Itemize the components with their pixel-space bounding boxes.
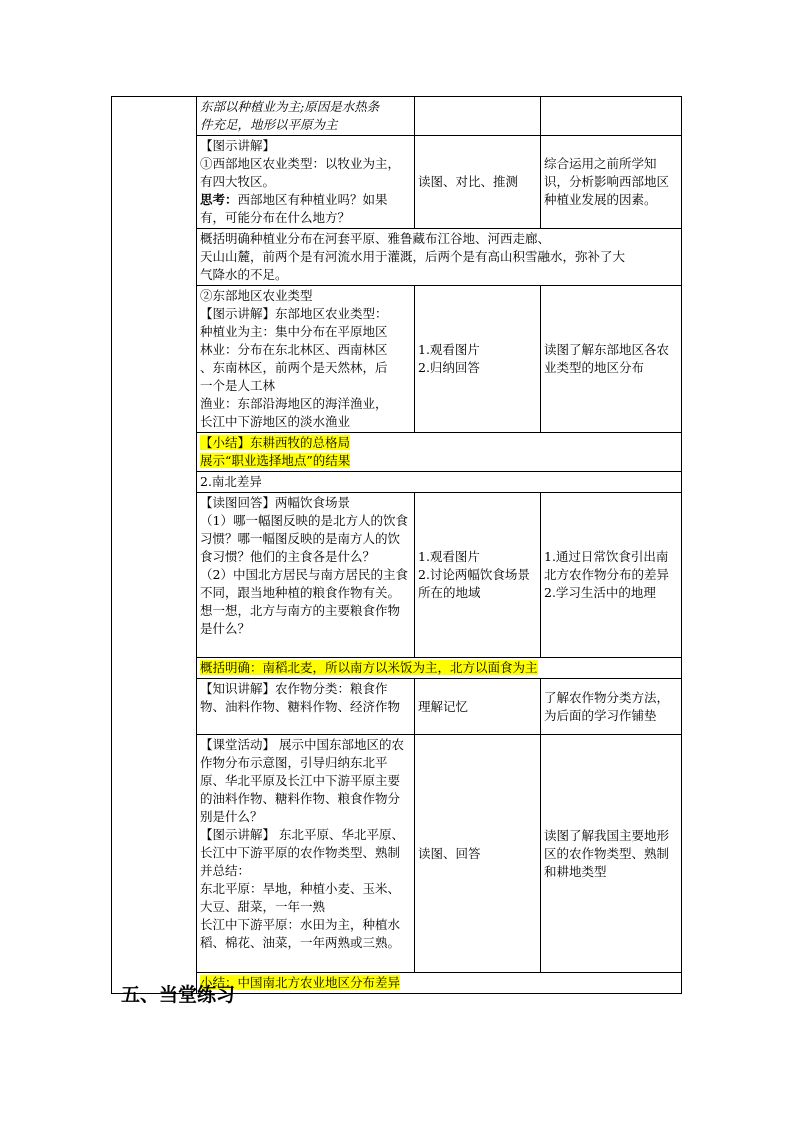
activity-line: 2.归纳回答 [418, 360, 480, 375]
activity-line: 1.观看图片 [418, 342, 480, 357]
content-line: 一个是人工林 [200, 378, 276, 393]
activity-cell: 读图、对比、推测 [415, 136, 541, 229]
summary-line: 天山山麓，前两个是有河流水用于灌溉，后两个是有高山积雪融水，弥补了大 [200, 249, 626, 264]
table-row [112, 493, 682, 658]
content-line: 有四大牧区。 [200, 174, 276, 189]
content-line: 长江中下游平原：水田为主，种植水稻、棉花、油菜，一年两熟或三熟。 [200, 917, 401, 950]
content-line: ②东部地区农业类型 [200, 288, 313, 303]
activity-cell: 读图、回答 [415, 735, 541, 973]
activity-cell [415, 97, 541, 136]
content-line: 件充足，地形以平原为主 [200, 117, 338, 132]
content-line: 【读图回答】两幅饮食场景 [200, 495, 351, 510]
activity-cell [415, 493, 541, 658]
content-line: 渔业：东部沿海地区的海洋渔业， [200, 396, 388, 411]
table-row [112, 97, 682, 136]
content-line: 【图示讲解】 东北平原、华北平原、长江中下游平原的农作物类型、熟制并总结： [200, 827, 404, 878]
table-row [112, 433, 682, 472]
content-cell [197, 735, 415, 973]
summary-line: 概括明确种植业分布在河套平原、雅鲁藏布江谷地、河西走廊、 [200, 231, 551, 246]
content-cell [197, 136, 415, 229]
content-line: 【图示讲解】东部地区农业类型： [200, 306, 388, 321]
content-cell [197, 97, 415, 136]
content-cell [197, 493, 415, 658]
activity-line: 2.讨论两幅饮食场景所在的地域 [418, 567, 530, 600]
intent-line: 2.学习生活中的地理 [544, 585, 656, 600]
summary-cell [197, 658, 682, 679]
intent-cell [541, 493, 682, 658]
content-line: 种植业为主：集中分布在平原地区 [200, 324, 388, 339]
lesson-plan-table [111, 96, 682, 994]
content-line: 、东南林区，前两个是天然林，后 [200, 360, 388, 375]
content-line: ①西部地区农业类型：以牧业为主， [200, 156, 401, 171]
content-cell [197, 286, 415, 433]
highlighted-summary: 小结：中国南北方农业地区分布差异 [200, 975, 401, 990]
content-line: （1）哪一幅图反映的是北方人的饮食习惯？哪一幅图反映的是南方人的饮食习惯？他们的主食各是什么？ [200, 513, 408, 564]
content-line: 东部以种植业为主;原因是水热条 [200, 99, 380, 114]
intent-cell [541, 97, 682, 136]
subsection-cell: 2.南北差异 [197, 472, 682, 493]
left-blank-cell [112, 97, 197, 994]
summary-cell [197, 433, 682, 472]
content-line: 【图示讲解】 [200, 138, 276, 153]
activity-cell [415, 286, 541, 433]
summary-cell [197, 229, 682, 286]
intent-cell: 了解农作物分类方法，为后面的学习作铺垫 [541, 679, 682, 735]
intent-line: 1.通过日常饮食引出南北方农作物分布的差异 [544, 549, 670, 582]
intent-cell: 读图了解我国主要地形区的农作物类型、熟制和耕地类型 [541, 735, 682, 973]
table-row [112, 679, 682, 735]
content-line: （2）中国北方居民与南方居民的主食不同，跟当地种植的粮食作物有关。想一想，北方与南方的主要粮食作物是什么？ [200, 567, 408, 636]
table-row [112, 136, 682, 229]
highlighted-summary: 【小结】东耕西牧的总格局 [200, 435, 351, 450]
table-row [112, 229, 682, 286]
content-line: 东北平原：旱地，种植小麦、玉米、大豆、甜菜，一年一熟 [200, 881, 401, 914]
table-row [112, 735, 682, 973]
highlighted-summary: 概括明确：南稻北麦，所以南方以米饭为主，北方以面食为主 [200, 660, 538, 675]
section-heading: 五、当堂练习 [121, 984, 236, 1006]
table-row [112, 286, 682, 433]
content-line: 长江中下游地区的淡水渔业 [200, 414, 351, 429]
summary-line: 气降水的不足。 [200, 267, 288, 282]
activity-cell: 理解记忆 [415, 679, 541, 735]
think-label: 思考： [200, 192, 238, 207]
highlighted-summary: 展示“职业选择地点”的结果 [200, 453, 351, 468]
intent-cell: 读图了解东部地区各农业类型的地区分布 [541, 286, 682, 433]
activity-line: 1.观看图片 [418, 549, 480, 564]
think-text: 西部地区有种植业吗？如果有，可能分布在什么地方？ [200, 192, 388, 225]
intent-cell: 综合运用之前所学知识，分析影响西部地区种植业发展的因素。 [541, 136, 682, 229]
summary-cell [197, 973, 682, 994]
table-row [112, 472, 682, 493]
content-line: 林业：分布在东北林区、西南林区 [200, 342, 388, 357]
content-line: 【课堂活动】 展示中国东部地区的农作物分布示意图，引导归纳东北平原、华北平原及长江中下游平原主要的油料作物、糖料作物、粮食作物分别是什么？ [200, 737, 404, 824]
content-cell: 【知识讲解】农作物分类：粮食作物、油料作物、糖料作物、经济作物 [197, 679, 415, 735]
table-row [112, 658, 682, 679]
